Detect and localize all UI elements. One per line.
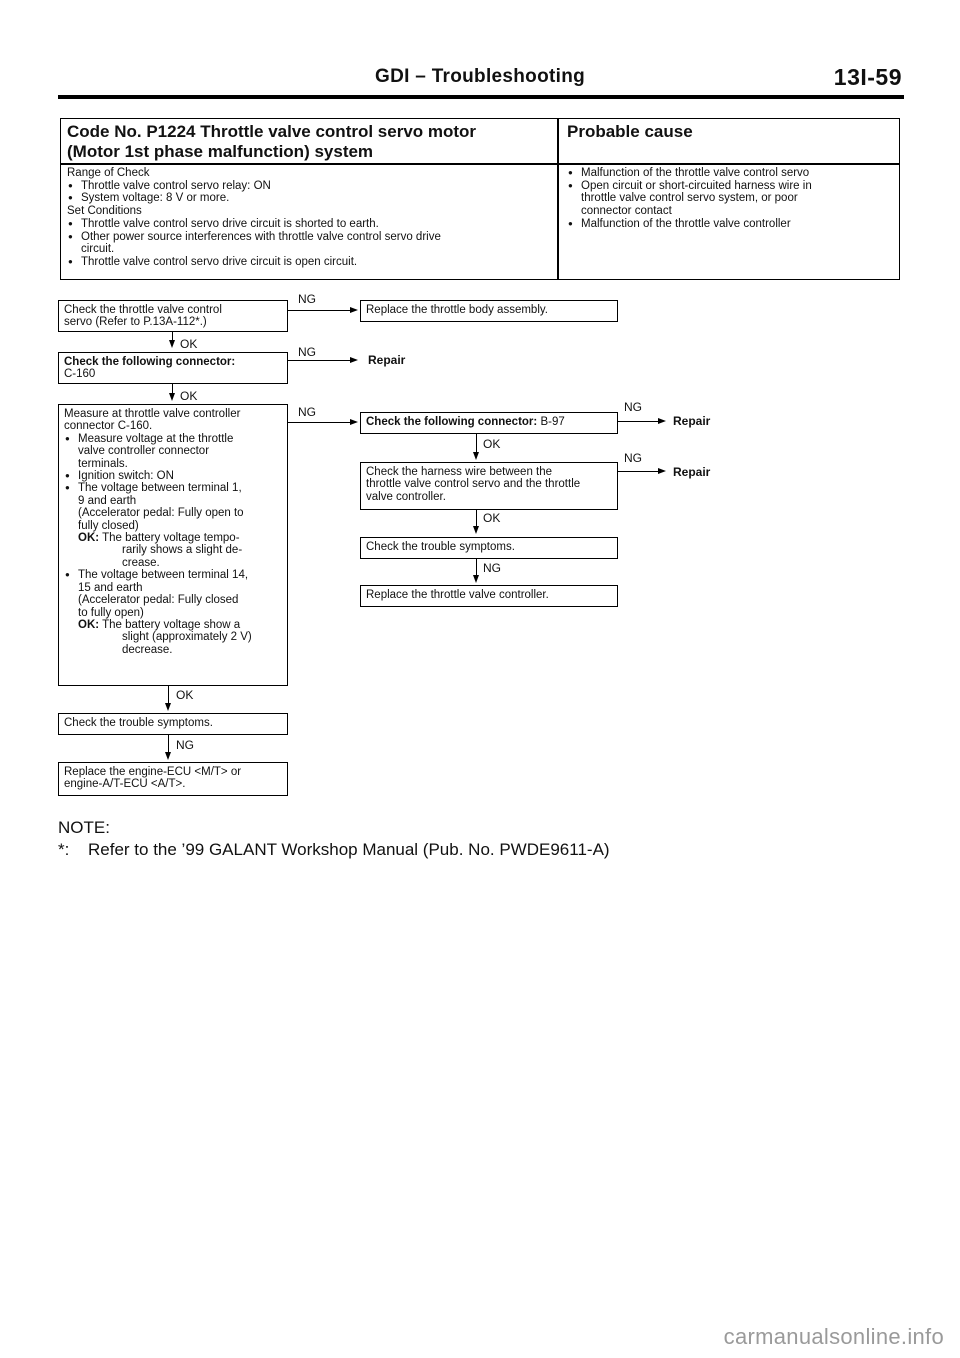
probable-causes [567,167,892,231]
arrow-down-icon [473,526,479,534]
probable-cause-title: Probable cause [567,122,693,141]
ng-line [618,471,658,472]
repair-label: Repair [368,353,406,367]
ng-label: NG [298,405,316,419]
note-heading: NOTE: [58,818,110,837]
arrow-right-icon [658,468,666,474]
check-trouble-symptoms-box: Check the trouble symptoms. [58,713,288,735]
arrow-right-icon [350,307,358,313]
table-row-divider [60,163,900,165]
check-connector-b97-box: Check the following connector: B-97 [360,412,618,434]
ng-label: NG [624,400,642,414]
arrow-right-icon [350,419,358,425]
arrow-down-icon [169,340,175,348]
range-and-conditions [67,167,552,269]
cause-item: ● Malfunction of the throttle valve control servo [567,167,892,180]
check-trouble-symptoms-right-box: Check the trouble symptoms. [360,537,618,559]
set-item-cont: circuit. [81,243,115,256]
set-item: ● Throttle valve control servo drive circuit is open circuit. [67,256,552,269]
page-number: 13I-59 [833,64,902,90]
set-heading: Set Conditions [67,205,142,218]
range-item: ● Throttle valve control servo relay: ON [67,180,552,193]
ng-label: NG [624,451,642,465]
ok-label: OK [176,688,194,702]
range-heading: Range of Check [67,167,150,179]
arrow-down-icon [165,752,171,760]
ng-line [288,310,350,311]
arrow-down-icon [473,452,479,460]
cause-item: ● Malfunction of the throttle valve controller [567,218,892,231]
note-star: *: [58,840,70,859]
ng-line [288,360,350,361]
range-item: ● System voltage: 8 V or more. [67,192,552,205]
check-servo-box: Check the throttle valve control servo (Refer to P.13A-112*.) [58,300,288,332]
set-item: ● Throttle valve control servo drive circuit is shorted to earth. [67,218,552,231]
code-title: Code No. P1224 Throttle valve control servo motor (Motor 1st phase malfunction) system [67,122,477,161]
watermark: carmanualsonline.info [723,1324,944,1349]
cause-item: ● Open circuit or short-circuited harness wire in [567,180,892,193]
ng-label: NG [483,561,501,575]
page-title: GDI – Troubleshooting [374,66,586,87]
ng-line [288,422,350,423]
arrow-down-icon [169,393,175,401]
set-item: ● Other power source interferences with throttle valve control servo drive [67,231,552,244]
measure-c160-box: Measure at throttle valve controller connector C-160. ● Measure voltage at the throttle valve controller connector terminals. ● Ignition switch: ON ● The voltage between terminal 1, 9 and earth (Accelerator pedal: Fully open to fully closed) OK: The battery voltage tempo- rarily shows a slight de- crease. ● The voltage between terminal 14, 15 and earth (Accelerator pedal: Fully closed to fully open) OK: The battery voltage show a slight (approximately 2 V) decrease. [58,404,288,686]
arrow-right-icon [658,418,666,424]
cause-item-cont: throttle valve control servo system, or poor [581,192,798,205]
repair-label: Repair [673,465,711,479]
ng-label: NG [298,292,316,306]
check-connector-c160-box: Check the following connector: C-160 [58,352,288,384]
ng-line [618,421,658,422]
ok-label: OK [180,389,198,403]
ok-label: OK [483,437,501,451]
ok-label: OK [483,511,501,525]
ng-label: NG [298,345,316,359]
repair-label: Repair [673,414,711,428]
replace-throttle-body-box: Replace the throttle body assembly. [360,300,618,322]
header-rule [58,95,904,99]
ng-label: NG [176,738,194,752]
arrow-right-icon [350,357,358,363]
arrow-down-icon [473,575,479,583]
check-harness-box: Check the harness wire between the throttle valve control servo and the throttle valve controller. [360,462,618,510]
arrow-down-icon [165,703,171,711]
replace-ecu-box: Replace the engine-ECU <M/T> or engine-A/T-ECU <A/T>. [58,762,288,796]
replace-throttle-controller-box: Replace the throttle valve controller. [360,585,618,607]
ok-label: OK [180,337,198,351]
cause-item-cont: connector contact [581,205,672,218]
table-column-divider [557,118,559,280]
ok-line [476,434,477,454]
note-text: Refer to the ’99 GALANT Workshop Manual (Pub. No. PWDE9611-A) [88,840,610,859]
